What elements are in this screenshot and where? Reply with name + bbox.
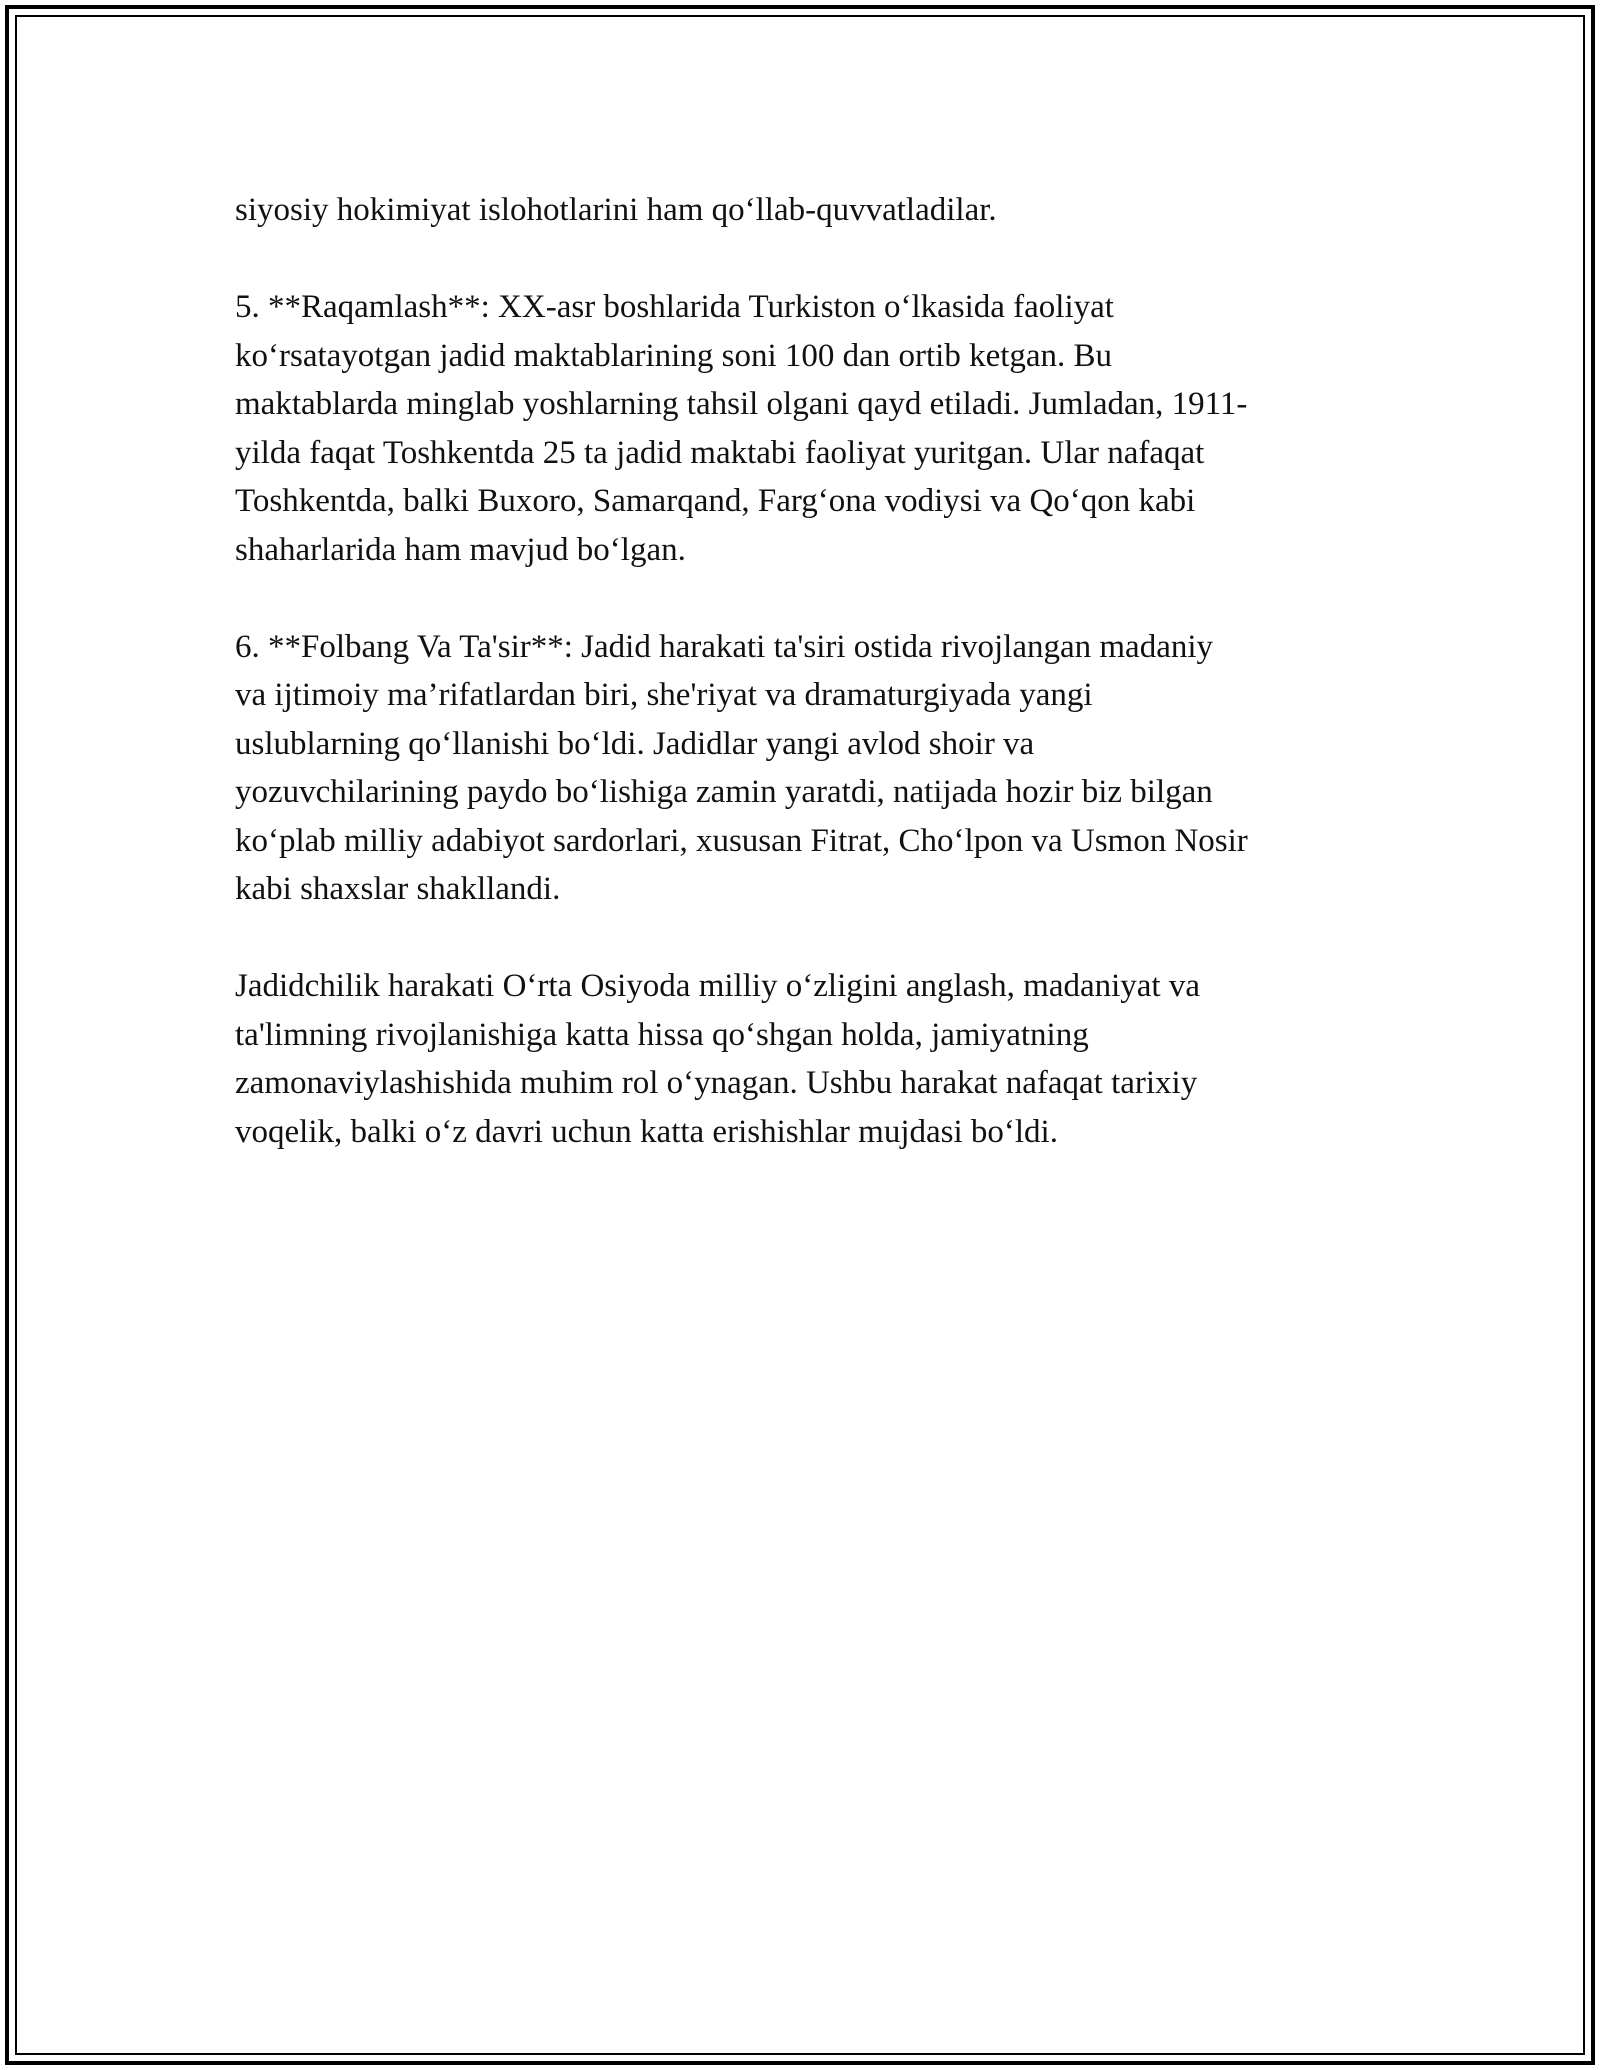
- paragraph-gap: [235, 574, 1375, 623]
- text-line: yilda faqat Toshkentda 25 ta jadid maktabi faoliyat yuritgan. Ular nafaqat: [235, 434, 1205, 471]
- text-line: va ijtimoiy ma’rifatlardan biri, she'riyat va dramaturgiyada yangi: [235, 677, 1093, 713]
- paragraph-gap: [235, 235, 1375, 284]
- text-line: voqelik, balki o‘z davri uchun katta erishishlar mujdasi bo‘ldi.: [235, 1113, 1058, 1150]
- text-line: maktablarda minglab yoshlarning tahsil olgani qayd etiladi. Jumladan, 1911-: [235, 386, 1248, 422]
- paragraph-intro-tail: [235, 186, 1375, 235]
- text-line: uslublarning qo‘llanishi bo‘ldi. Jadidlar yangi avlod shoir va: [235, 725, 1035, 762]
- text-line: zamonaviylashishida muhim rol o‘ynagan. Ushbu harakat nafaqat tarixiy: [235, 1065, 1198, 1101]
- text-line: 5. **Raqamlash**: XX-asr boshlarida Turkiston o‘lkasida faoliyat: [235, 289, 1114, 325]
- text-line: Jadidchilik harakati O‘rta Osiyoda milliy o‘zligini anglash, madaniyat va: [235, 968, 1200, 1004]
- text-line: ko‘plab milliy adabiyot sardorlari, xususan Fitrat, Cho‘lpon va Usmon Nosir: [235, 822, 1248, 859]
- text-line: siyosiy hokimiyat islohotlarini ham qo‘llab-quvvatladilar.: [235, 192, 997, 228]
- text-line: 6. **Folbang Va Ta'sir**: Jadid harakati ta'siri ostida rivojlangan madaniy: [235, 628, 1214, 665]
- text-line: ta'limning rivojlanishiga katta hissa qo‘shgan holda, jamiyatning: [235, 1016, 1089, 1053]
- document-body: [235, 186, 1375, 1156]
- text-line: yozuvchilarining paydo bo‘lishiga zamin yaratdi, natijada hozir biz bilgan: [235, 774, 1213, 810]
- text-line: shaharlarida ham mavjud bo‘lgan.: [235, 531, 686, 568]
- text-line: ko‘rsatayotgan jadid maktablarining soni 100 dan ortib ketgan. Bu: [235, 337, 1113, 374]
- text-line: kabi shaxslar shakllandi.: [235, 871, 561, 907]
- paragraph-item-5: [235, 283, 1375, 574]
- paragraph-item-6: [235, 623, 1375, 914]
- text-line: Toshkentda, balki Buxoro, Samarqand, Farg‘ona vodiysi va Qo‘qon kabi: [235, 483, 1196, 519]
- paragraph-gap: [235, 914, 1375, 963]
- paragraph-conclusion: [235, 962, 1375, 1156]
